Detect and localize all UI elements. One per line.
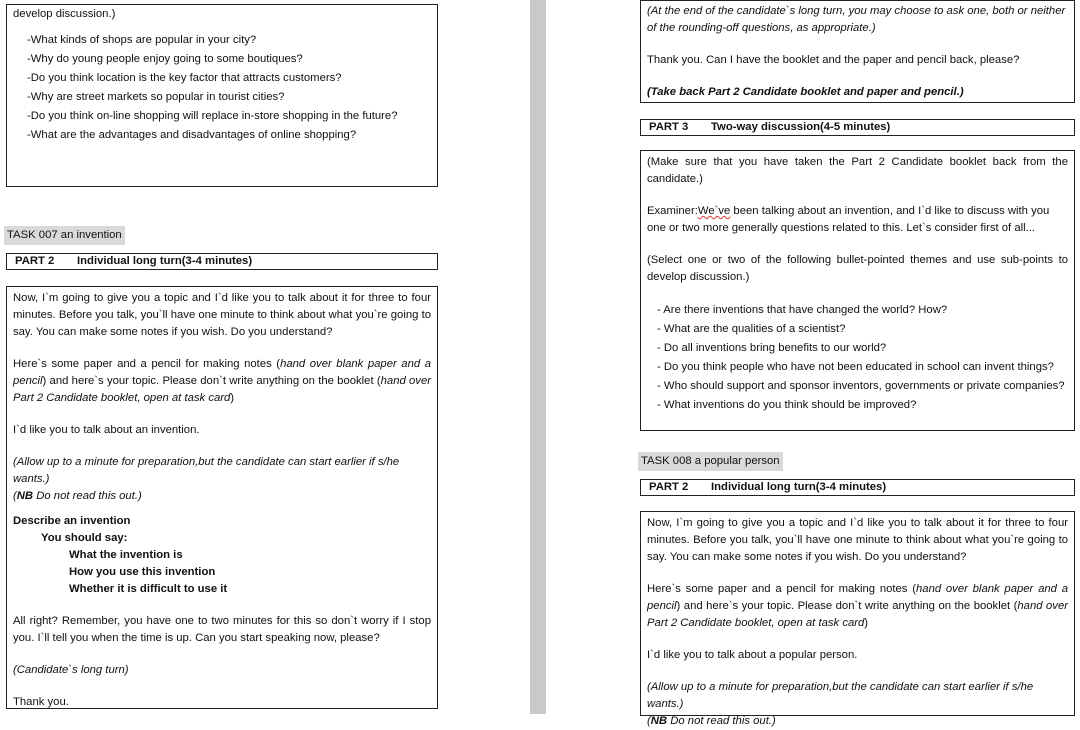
task-007-label: TASK 007 an invention (4, 226, 125, 245)
discussion-bullet: - What inventions do you think should be improved? (657, 399, 917, 411)
part-3-header (640, 119, 1075, 136)
paper-paragraph: Here`s some paper and a pencil for making notes (hand over blank paper and a pencil) and here`s your topic. Please don`t write anything on the booklet (hand over Part 2 Candidate booklet, open at task card) (13, 358, 431, 404)
question-item: -Why are street markets so popular in tourist cities? (27, 91, 285, 103)
document-page-right (546, 0, 1080, 727)
task-008-label: TASK 008 a popular person (638, 452, 783, 471)
select-note: (Select one or two of the following bullet-pointed themes and use sub-points to develop discussion.) (647, 254, 1068, 283)
part-title: Individual long turn(3-4 minutes) (77, 255, 253, 267)
spellcheck-flagged-word: We`ve (697, 205, 731, 217)
part-2-header-right (640, 479, 1075, 496)
page-gutter (530, 0, 546, 714)
part-number: PART 3 (649, 121, 689, 133)
question-item: -Why do young people enjoy going to some boutiques? (27, 53, 303, 65)
intro-paragraph: Now, I`m going to give you a topic and I`d like you to talk about it for three to four minutes. Before you talk, you`ll have one minute to think about what you`re going to say. You can make some notes if you wish. Do you understand? (13, 292, 431, 338)
discussion-bullet: - Do all inventions bring benefits to our world? (657, 342, 887, 354)
discussion-bullet: - Who should support and sponsor inventors, governments or private companies? (657, 380, 1065, 392)
thank-you-booklet: Thank you. Can I have the booklet and the paper and pencil back, please? (647, 54, 1020, 66)
task-card-point: What the invention is (69, 549, 183, 561)
document-page-left (0, 0, 530, 714)
part-title: Individual long turn(3-4 minutes) (711, 481, 887, 493)
allow-note: (Allow up to a minute for preparation,but the candidate can start earlier if s/he wants.) (647, 681, 1034, 710)
long-turn-note: (Candidate`s long turn) (13, 664, 129, 676)
task-card-point: Whether it is difficult to use it (69, 583, 228, 595)
nb-note: (NB Do not read this out.) (13, 490, 142, 502)
take-back-note: (Take back Part 2 Candidate booklet and paper and pencil.) (647, 86, 964, 98)
discussion-bullet: - What are the qualities of a scientist? (657, 323, 846, 335)
end-note: (At the end of the candidate`s long turn, you may choose to ask one, both or neither of the rounding-off questions, as appropriate.) (647, 5, 1066, 34)
examiner-paragraph: Examiner:We`ve been talking about an invention, and I`d like to discuss with you one or two more generally questions related to this. Let`s consider first of all... (647, 205, 1050, 234)
part-number: PART 2 (649, 481, 689, 493)
remember-paragraph: All right? Remember, you have one to two minutes for this so don`t worry if I stop you. I`ll tell you when the time is up. Can you start speaking now, please? (13, 615, 431, 644)
question-item: -Do you think on-line shopping will replace in-store shopping in the future? (27, 110, 398, 122)
part-number: PART 2 (15, 255, 55, 267)
nb-note: (NB Do not read this out.) (647, 715, 776, 727)
thank-you: Thank you. (13, 696, 69, 708)
discussion-lead: develop discussion.) (13, 8, 116, 20)
part-2-content-box (6, 286, 438, 709)
allow-note: (Allow up to a minute for preparation,but the candidate can start earlier if s/he wants.) (13, 456, 400, 485)
topic-sentence: I`d like you to talk about an invention. (13, 424, 200, 436)
part-title: Two-way discussion(4-5 minutes) (711, 121, 891, 133)
part-3-content-box (640, 150, 1075, 431)
make-sure-note: (Make sure that you have taken the Part 2 Candidate booklet back from the candidate.) (647, 156, 1068, 185)
question-item: -What kinds of shops are popular in your city? (27, 34, 257, 46)
task-card-point: How you use this invention (69, 566, 216, 578)
task-card-title: Describe an invention (13, 515, 131, 527)
discussion-bullet: - Are there inventions that have changed the world? How? (657, 304, 948, 316)
task-card-should-say: You should say: (41, 532, 128, 544)
discussion-bullet: - Do you think people who have not been educated in school can invent things? (657, 361, 1054, 373)
discussion-box (6, 4, 438, 187)
intro-paragraph: Now, I`m going to give you a topic and I`d like you to talk about it for three to four minutes. Before you talk, you`ll have one minute to think about what you`re going to say. You can make some notes if you wish. Do you understand? (647, 517, 1068, 563)
topic-sentence: I`d like you to talk about a popular person. (647, 649, 858, 661)
part-2-header (6, 253, 438, 270)
rounding-off-box (640, 0, 1075, 103)
question-item: -Do you think location is the key factor that attracts customers? (27, 72, 342, 84)
part-2-content-box-right (640, 511, 1075, 727)
paper-paragraph: Here`s some paper and a pencil for making notes (hand over blank paper and a pencil) and here`s your topic. Please don`t write anything on the booklet (hand over Part 2 Candidate booklet, open at task card) (647, 583, 1068, 629)
question-item: -What are the advantages and disadvantages of online shopping? (27, 129, 357, 141)
